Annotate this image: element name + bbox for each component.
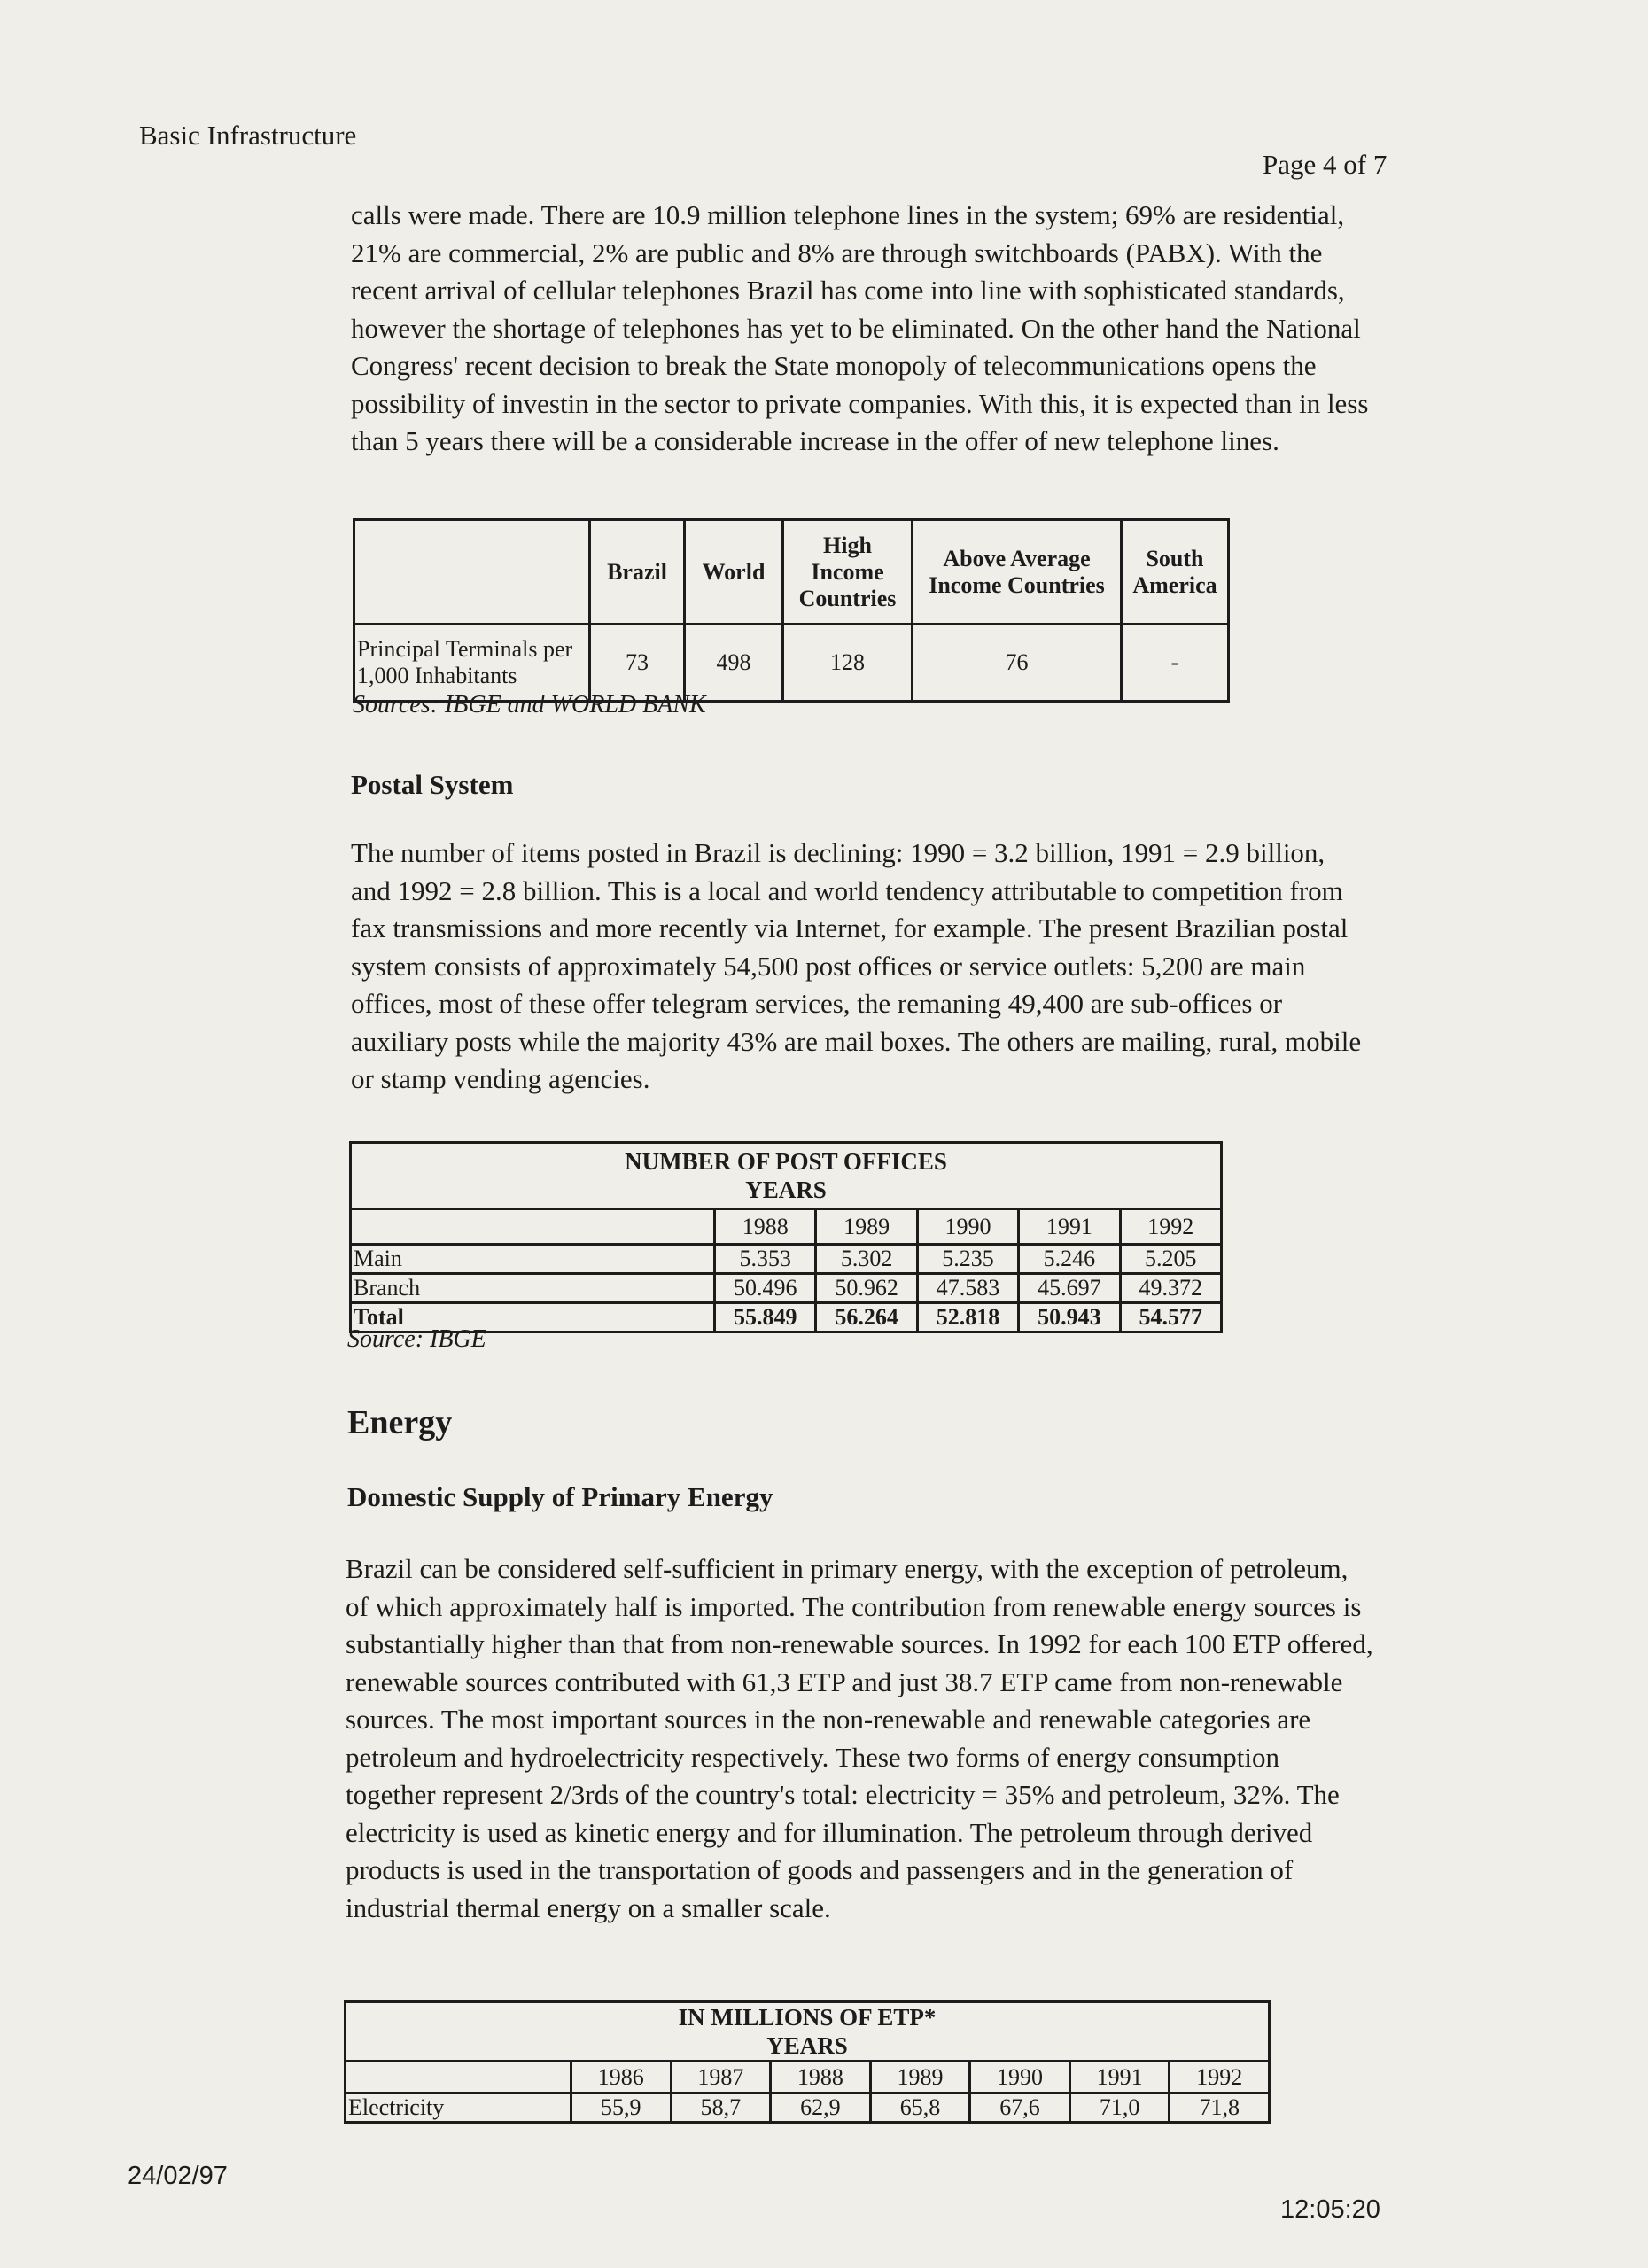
table-cell: 50.962: [816, 1274, 917, 1303]
empty-header-cell: [351, 1209, 715, 1245]
table-cell: 5.302: [816, 1245, 917, 1274]
paragraph-text: Brazil can be considered self-sufficient in primary energy, with the exception of petroleum, of which approximately half is imported. The contribution from renewable energy sources is substantially higher than that from non-renewable sources. In 1992 for each 100 ETP offered, renewable sources contributed with 61,3 ETP and just 38.7 ETP came from non-renewable sources. The most important sources in the non-renewable and renewable categories are petroleum and hydroelectricity respectively. These two forms of energy consumption together represent 2/3rds of the country's total: electricity = 35% and petroleum, 32%. The electricity is used as kinetic energy and for illumination. The petroleum through derived products is used in the transportation of goods and passengers and in the generation of industrial thermal energy on a smaller scale.: [346, 1553, 1373, 1923]
page-number: Page 4 of 7: [1263, 149, 1388, 180]
year-header: 1986: [571, 2062, 672, 2093]
table-cell: 498: [685, 625, 783, 702]
table-cell: 47.583: [917, 1274, 1018, 1303]
table-cell: -: [1122, 625, 1229, 702]
subtitle-text: YEARS: [745, 1177, 827, 1203]
row-label: Branch: [351, 1274, 715, 1303]
telephone-paragraph: [351, 197, 1370, 461]
table-cell: 54.577: [1120, 1303, 1221, 1332]
energy-etp-table: [344, 2000, 1271, 2124]
table-source: Sources: IBGE and WORLD BANK: [353, 691, 706, 718]
title-text: NUMBER OF POST OFFICES: [625, 1148, 947, 1175]
year-header: 1992: [1170, 2062, 1270, 2093]
year-header: 1988: [715, 1209, 816, 1245]
title-text: IN MILLIONS OF ETP*: [678, 2004, 937, 2031]
column-header: Above Average Income Countries: [913, 520, 1122, 625]
subsection-heading: Domestic Supply of Primary Energy: [347, 1481, 773, 1512]
table-cell: 50.943: [1019, 1303, 1120, 1332]
section-heading: Energy: [347, 1404, 453, 1441]
year-header: 1992: [1120, 1209, 1221, 1245]
table-cell: 45.697: [1019, 1274, 1120, 1303]
table-row: [351, 1274, 1222, 1303]
telephone-terminals-table: [353, 518, 1230, 703]
footer-time: 12:05:20: [1280, 2195, 1380, 2224]
table-cell: 73: [590, 625, 685, 702]
empty-header-cell: [346, 2062, 571, 2093]
table-cell: 67,6: [970, 2093, 1070, 2123]
section-heading: Postal System: [351, 769, 514, 800]
column-header: South America: [1122, 520, 1229, 625]
year-header: 1989: [870, 2062, 970, 2093]
table-row: [354, 625, 1229, 702]
post-offices-table: [349, 1141, 1223, 1333]
table-cell: 65,8: [870, 2093, 970, 2123]
row-label: Main: [351, 1245, 715, 1274]
table-title: [351, 1143, 1222, 1209]
row-label: Total: [351, 1303, 715, 1332]
subtitle-text: YEARS: [766, 2032, 848, 2059]
year-header: 1987: [671, 2062, 771, 2093]
column-header: Brazil: [590, 520, 685, 625]
table-source: Source: IBGE: [347, 1325, 486, 1353]
table-cell: 5.353: [715, 1245, 816, 1274]
table-cell: 55,9: [571, 2093, 672, 2123]
table-cell: 55.849: [715, 1303, 816, 1332]
column-header: World: [685, 520, 783, 625]
table-cell: 5.205: [1120, 1245, 1221, 1274]
footer-date: 24/02/97: [128, 2162, 228, 2190]
year-header: 1989: [816, 1209, 917, 1245]
table-cell: 52.818: [917, 1303, 1018, 1332]
year-header: 1991: [1069, 2062, 1170, 2093]
table-cell: 62,9: [771, 2093, 871, 2123]
table-cell: 49.372: [1120, 1274, 1221, 1303]
table-row: [346, 2093, 1270, 2123]
year-header: 1990: [917, 1209, 1018, 1245]
table-cell: 58,7: [671, 2093, 771, 2123]
empty-header-cell: [354, 520, 590, 625]
table-cell: 5.246: [1019, 1245, 1120, 1274]
table-title: [346, 2002, 1270, 2062]
energy-paragraph: [346, 1550, 1373, 1927]
postal-paragraph: [351, 835, 1370, 1099]
paragraph-text: calls were made. There are 10.9 million telephone lines in the system; 69% are residential, 21% are commercial, 2% are public and 8% are through switchboards (PABX). With the recent arrival of cellular telephones Brazil has come into line with sophisticated standards, however the shortage of telephones has yet to be eliminated. On the other hand the National Congress' recent decision to break the State monopoly of telecommunications opens the possibility of investin in the sector to private companies. With this, it is expected than in less than 5 years there will be a considerable increase in the offer of new telephone lines.: [351, 199, 1369, 456]
table-cell: 50.496: [715, 1274, 816, 1303]
table-cell: 71,8: [1170, 2093, 1270, 2123]
year-header: 1990: [970, 2062, 1070, 2093]
table-cell: 56.264: [816, 1303, 917, 1332]
table-cell: 71,0: [1069, 2093, 1170, 2123]
table-row: [351, 1245, 1222, 1274]
year-header: 1988: [771, 2062, 871, 2093]
row-label: Electricity: [346, 2093, 571, 2123]
table-cell: 5.235: [917, 1245, 1018, 1274]
year-header: 1991: [1019, 1209, 1120, 1245]
table-cell: 76: [913, 625, 1122, 702]
running-header: Basic Infrastructure: [139, 120, 357, 151]
table-cell: 128: [783, 625, 913, 702]
column-header: High Income Countries: [783, 520, 913, 625]
row-label: Principal Terminals per 1,000 Inhabitants: [354, 625, 590, 702]
paragraph-text: The number of items posted in Brazil is declining: 1990 = 3.2 billion, 1991 = 2.9 billion, and 1992 = 2.8 billion. This is a local and world tendency attributable to competition from fax transmissions and more recently via Internet, for example. The present Brazilian postal system consists of approximately 54,500 post offices or service outlets: 5,200 are main offices, most of these offer telegram services, the remaning 49,400 are sub-offices or auxiliary posts while the majority 43% are mail boxes. The others are mailing, rural, mobile or stamp vending agencies.: [351, 837, 1362, 1094]
